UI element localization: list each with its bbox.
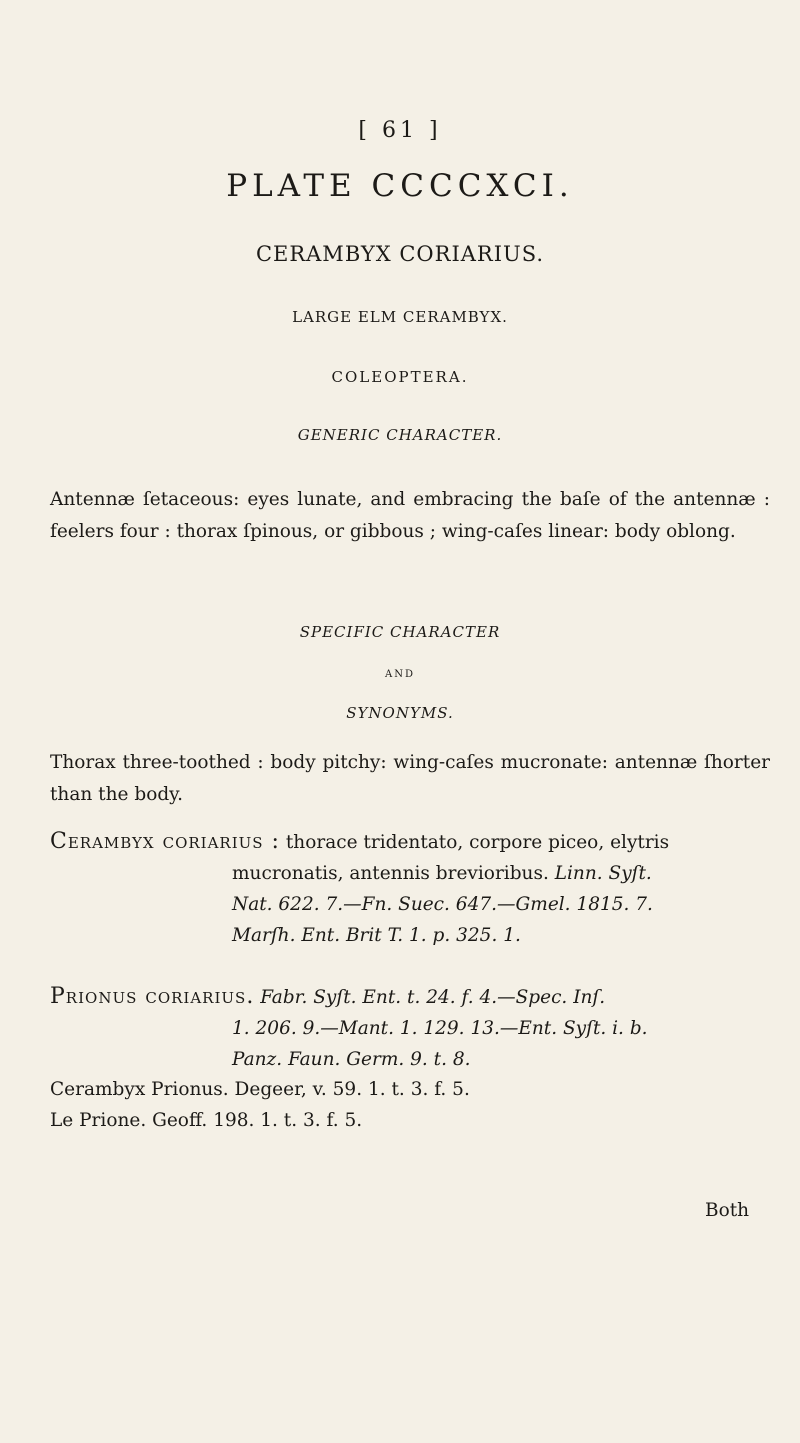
synonym-text: mucronatis, antennis brevioribus. <box>232 863 549 884</box>
synonym-lead: Prionus coriarius. <box>50 984 255 1009</box>
catchword: Both <box>705 1200 750 1221</box>
synonym-entry: Cerambyx Prionus. Degeer, v. 59. 1. t. 3. f. 5. <box>50 1079 470 1100</box>
synonym-entry: Le Prione. Geoff. 198. 1. t. 3. f. 5. <box>50 1110 363 1131</box>
synonym-citation: Marſh. Ent. Brit T. 1. p. 325. 1. <box>232 925 521 946</box>
specific-character-heading: SPECIFIC CHARACTER <box>299 623 501 641</box>
synonym-citation: Nat. 622. 7.—Fn. Suec. 647.—Gmel. 1815. 7. <box>232 894 653 915</box>
synonym-text: thorace tridentato, corpore piceo, elytris <box>285 832 670 853</box>
generic-character-heading: GENERIC CHARACTER. <box>297 426 503 444</box>
synonym-citation: Panz. Faun. Germ. 9. t. 8. <box>232 1049 471 1070</box>
synonym-citation: Linn. Syſt. <box>554 863 652 884</box>
order-heading: COLEOPTERA. <box>331 368 469 386</box>
species-latin-title: CERAMBYX CORIARIUS. <box>255 242 545 266</box>
plate-heading: PLATE CCCCXCI. <box>226 168 574 204</box>
generic-character-text: Antennæ ſetaceous: eyes lunate, and embracing the baſe of the antennæ : feelers four : thorax ſpinous, or gibbous ; wing-caſes linear: body oblong. <box>50 489 770 542</box>
species-english-title: LARGE ELM CERAMBYX. <box>292 308 508 326</box>
specific-character-text: Thorax three-toothed : body pitchy: wing-caſes mucronate: antennæ ſhorter than the body. <box>50 752 770 805</box>
synonym-entry <box>50 826 770 951</box>
synonym-citation: Fabr. Syſt. Ent. t. 24. f. 4.—Spec. Inſ. <box>260 987 606 1008</box>
synonym-citation: 1. 206. 9.—Mant. 1. 129. 13.—Ent. Syſt. i. b. <box>232 1018 648 1039</box>
page-number: [ 61 ] <box>358 118 442 143</box>
synonym-line <box>232 858 770 889</box>
synonym-lead: Cerambyx coriarius : <box>50 829 280 854</box>
synonym-entry <box>50 981 770 1075</box>
and-heading: AND <box>385 669 415 680</box>
synonym-line <box>50 981 770 1013</box>
synonyms-heading: SYNONYMS. <box>346 704 454 722</box>
synonym-line <box>50 826 770 858</box>
